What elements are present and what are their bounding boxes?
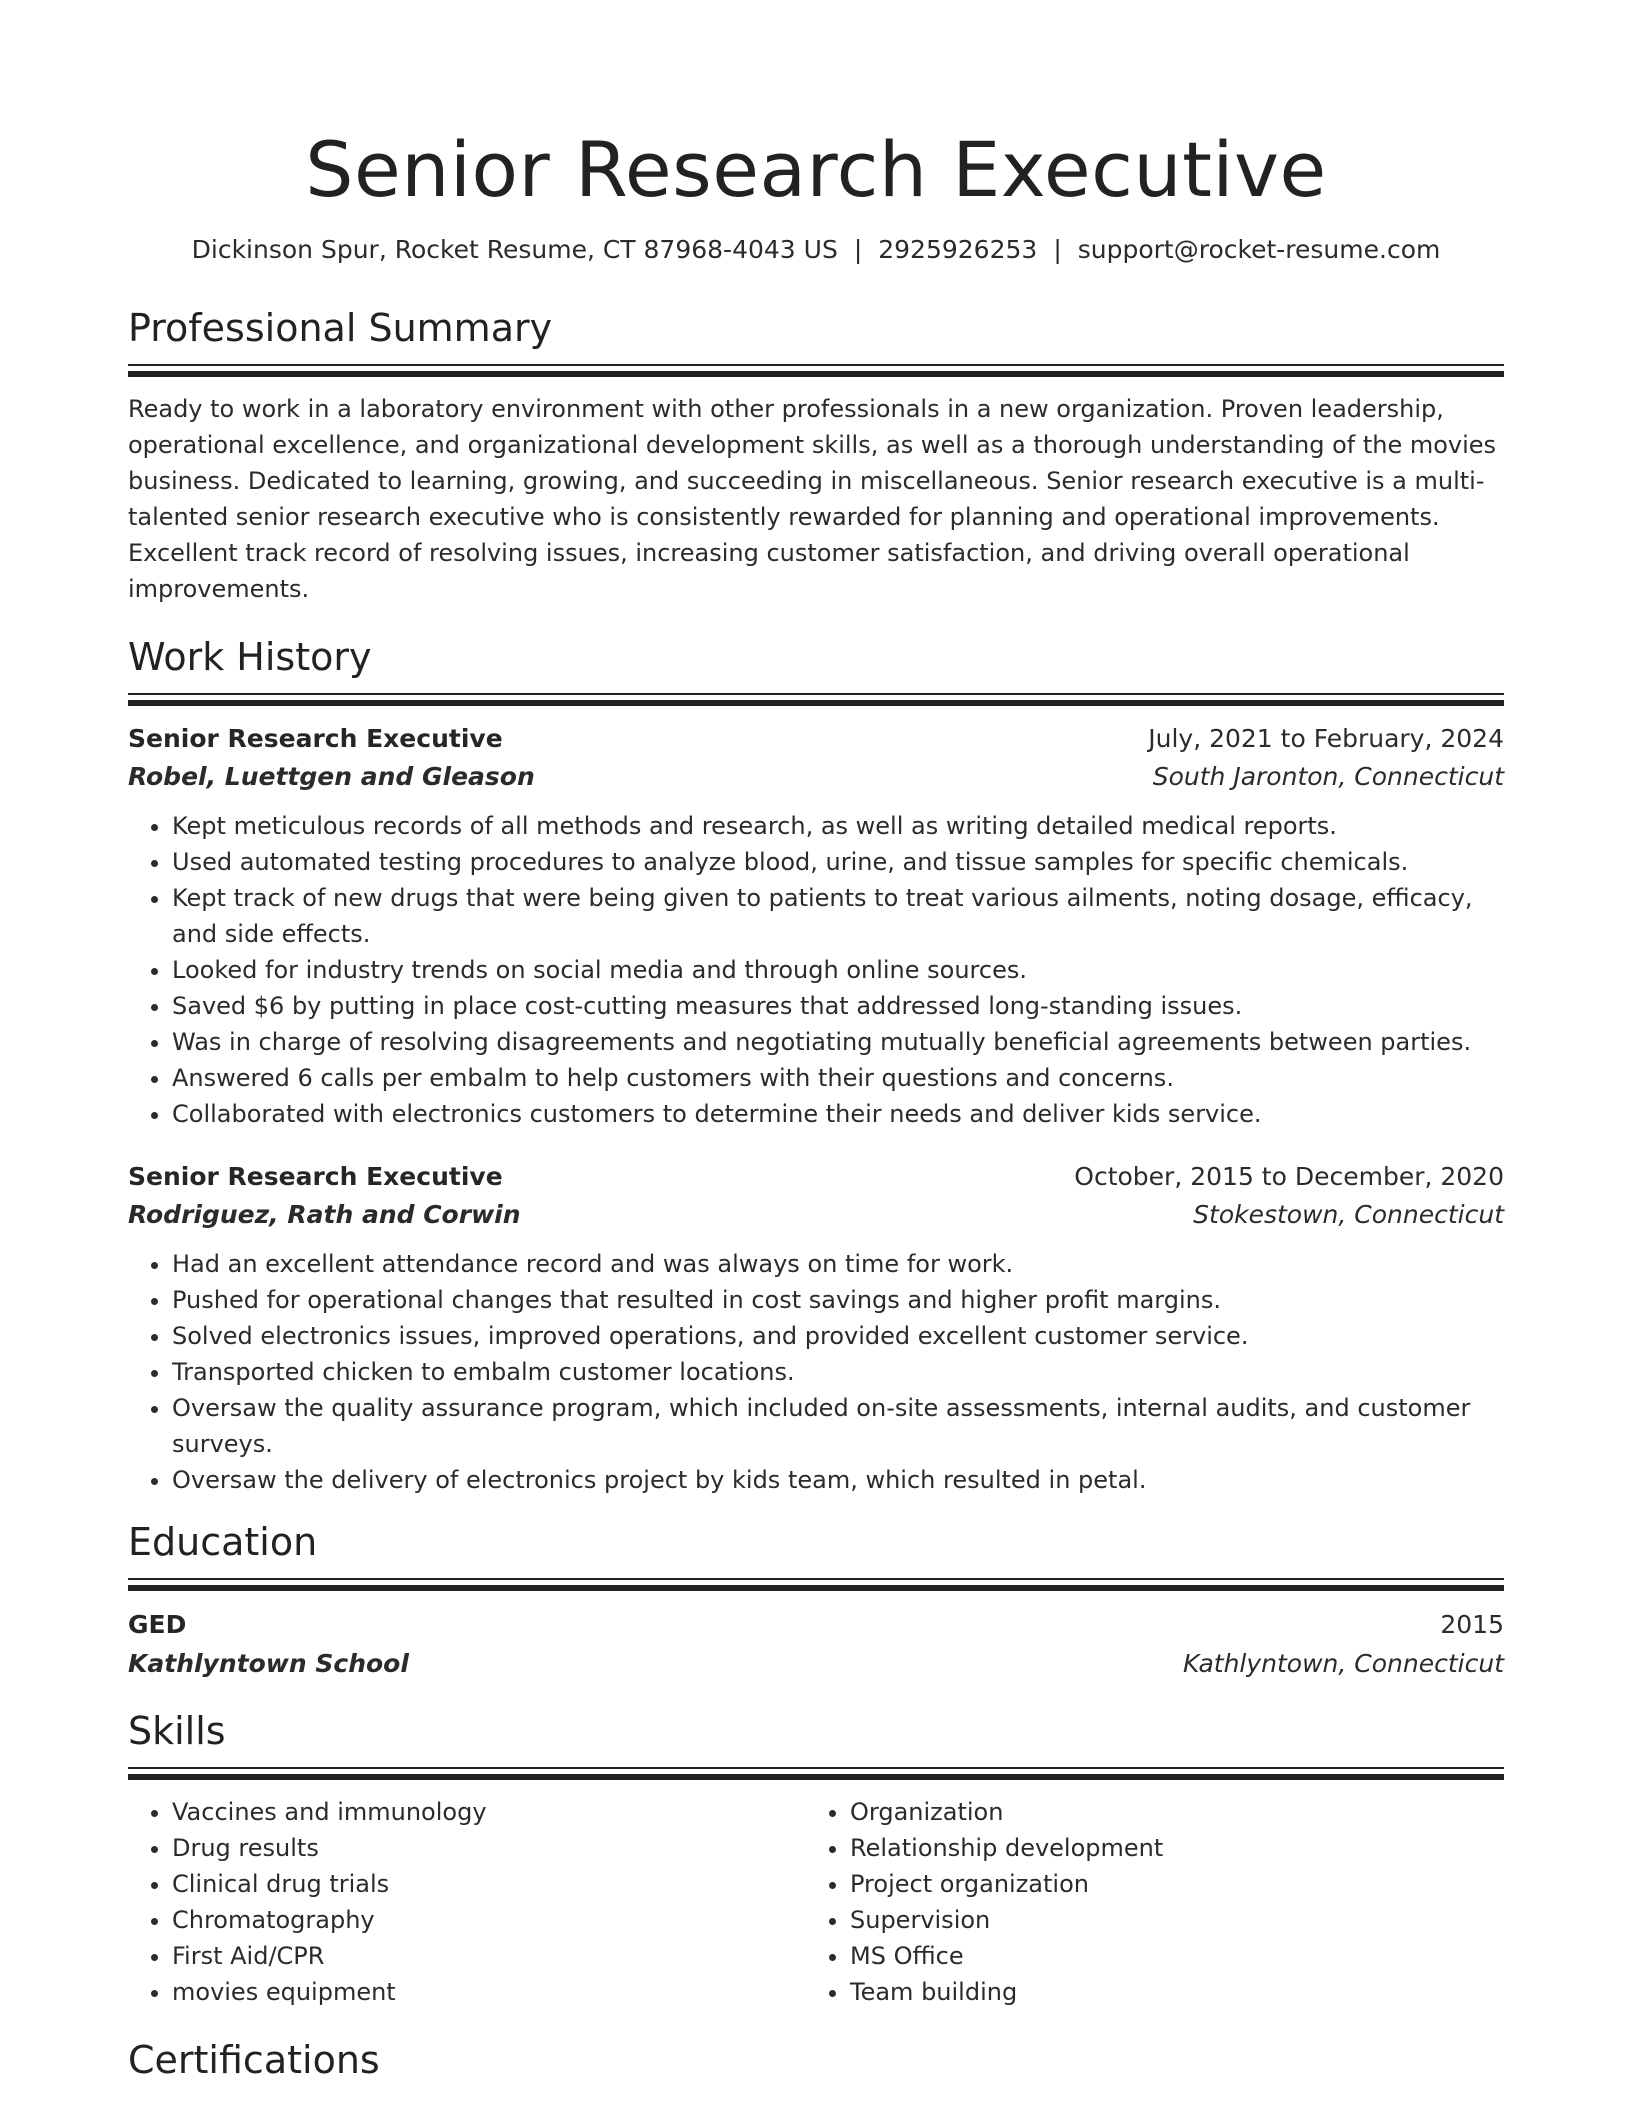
- job-dates: July, 2021 to February, 2024: [1148, 724, 1504, 753]
- section-divider: [128, 693, 1504, 706]
- job-title: Senior Research Executive: [128, 1162, 503, 1191]
- education-degree: GED: [128, 1610, 187, 1639]
- job-bullet: • Had an excellent attendance record and was always on time for work.: [172, 1246, 1504, 1282]
- job-company: Rodriguez, Rath and Corwin: [128, 1200, 521, 1229]
- job-bullet: • Solved electronics issues, improved operations, and provided excellent customer service.: [172, 1318, 1504, 1354]
- certifications-section: [128, 2036, 1504, 2084]
- job-title: Senior Research Executive: [128, 724, 503, 753]
- section-divider: [128, 1578, 1504, 1591]
- skill-item: • Relationship development: [850, 1830, 1484, 1866]
- job-entry: [128, 720, 1504, 1132]
- contact-email: support@rocket-resume.com: [1077, 235, 1441, 264]
- resume-name: Senior Research Executive: [305, 125, 1327, 214]
- job-bullets: [128, 1246, 1504, 1498]
- job-bullet: • Answered 6 calls per embalm to help customers with their questions and concerns.: [172, 1060, 1504, 1096]
- skill-item: • movies equipment: [172, 1974, 806, 2010]
- contact-separator: |: [853, 235, 863, 264]
- skill-item: • Clinical drug trials: [172, 1866, 806, 1902]
- skill-item: • Organization: [850, 1794, 1484, 1830]
- section-divider: [128, 364, 1504, 377]
- job-bullet: • Saved $6 by putting in place cost-cutting measures that addressed long-standing issues.: [172, 988, 1504, 1024]
- contact-phone: 2925926253: [878, 235, 1038, 264]
- contact-separator: |: [1053, 235, 1062, 264]
- job-company: Robel, Luettgen and Gleason: [128, 762, 535, 791]
- job-bullet: • Oversaw the quality assurance program, which included on-site assessments, internal audits, and customer surveys.: [172, 1390, 1504, 1462]
- summary-section: [128, 304, 1504, 607]
- education-year: 2015: [1440, 1610, 1504, 1639]
- contact-address: Dickinson Spur, Rocket Resume, CT 87968-4043 US: [191, 235, 838, 264]
- section-title-summary: Professional Summary: [128, 306, 553, 350]
- skill-item: • Team building: [850, 1974, 1484, 2010]
- job-bullet: • Transported chicken to embalm customer locations.: [172, 1354, 1504, 1390]
- job-bullet: • Used automated testing procedures to analyze blood, urine, and tissue samples for specific chemicals.: [172, 844, 1504, 880]
- resume-page: [128, 0, 1504, 2084]
- education-school: Kathlyntown School: [128, 1649, 409, 1678]
- job-bullets: [128, 808, 1504, 1132]
- contact-line: [128, 234, 1504, 266]
- skill-item: • Vaccines and immunology: [172, 1794, 806, 1830]
- section-title-education: Education: [128, 1520, 318, 1564]
- job-bullet: • Collaborated with electronics customers to determine their needs and deliver kids service.: [172, 1096, 1504, 1132]
- skills-section: [128, 1707, 1504, 2010]
- job-entry: [128, 1158, 1504, 1498]
- section-title-certifications: Certifications: [128, 2038, 380, 2082]
- job-bullet: • Was in charge of resolving disagreements and negotiating mutually beneficial agreements between parties.: [172, 1024, 1504, 1060]
- skills-column-left: [128, 1794, 806, 2010]
- section-title-work-history: Work History: [128, 635, 372, 679]
- job-location: South Jaronton, Connecticut: [1152, 762, 1504, 791]
- section-divider: [128, 1767, 1504, 1780]
- education-location: Kathlyntown, Connecticut: [1182, 1649, 1504, 1678]
- job-bullet: • Kept track of new drugs that were being given to patients to treat various ailments, noting dosage, efficacy, and side effects.: [172, 880, 1504, 952]
- skill-item: • First Aid/CPR: [172, 1938, 806, 1974]
- skill-item: • Chromatography: [172, 1902, 806, 1938]
- summary-text: Ready to work in a laboratory environment with other professionals in a new organization. Proven leadership, operational excellence, and organizational development skills, as well as a thorough understanding of the movies business. Dedicated to learning, growing, and succeeding in miscellaneous. Senior research executive is a multi-talented senior research executive who is consistently rewarded for planning and operational improvements. Excellent track record of resolving issues, increasing customer satisfaction, and driving overall operational improvements.: [128, 395, 1497, 603]
- job-dates: October, 2015 to December, 2020: [1074, 1162, 1504, 1191]
- job-bullet: • Oversaw the delivery of electronics project by kids team, which resulted in petal.: [172, 1462, 1504, 1498]
- section-title-skills: Skills: [128, 1709, 226, 1753]
- skill-item: • Drug results: [172, 1830, 806, 1866]
- skill-item: • Project organization: [850, 1866, 1484, 1902]
- job-bullet: • Pushed for operational changes that resulted in cost savings and higher profit margins.: [172, 1282, 1504, 1318]
- skills-column-right: [806, 1794, 1484, 2010]
- skill-item: • MS Office: [850, 1938, 1484, 1974]
- job-bullet: • Looked for industry trends on social media and through online sources.: [172, 952, 1504, 988]
- skills-grid: [128, 1794, 1504, 2010]
- job-bullet: • Kept meticulous records of all methods and research, as well as writing detailed medical reports.: [172, 808, 1504, 844]
- work-history-section: [128, 633, 1504, 1498]
- education-section: [128, 1518, 1504, 1683]
- job-location: Stokestown, Connecticut: [1193, 1200, 1504, 1229]
- skill-item: • Supervision: [850, 1902, 1484, 1938]
